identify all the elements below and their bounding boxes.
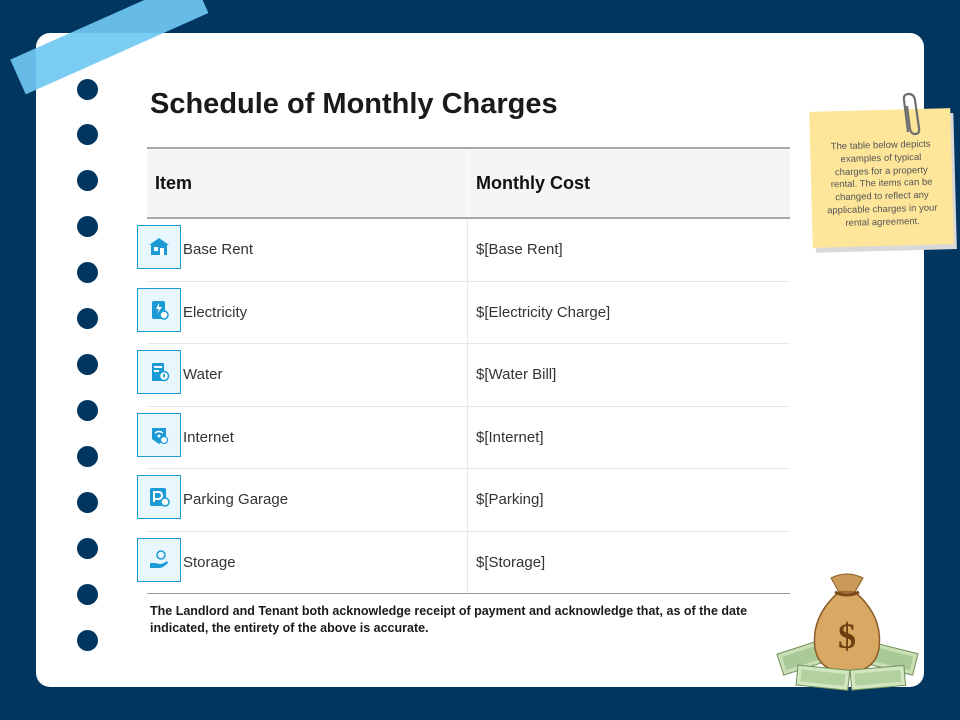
cost-cell: $[Base Rent] [467,219,790,281]
header-item: Item [155,173,193,193]
item-cell: Internet [183,428,234,446]
coin-hand-icon [137,538,181,582]
item-cell: Parking Garage [183,491,289,508]
ring-hole [77,584,98,605]
parking-icon [137,475,181,519]
acknowledgement-text: The Landlord and Tenant both acknowledge receipt of payment and acknowledge that, as of the date indicated, the entirety of the above is accurate. [150,604,748,635]
cost-cell: $[Water Bill] [467,344,790,406]
ring-hole [77,446,98,467]
header-monthly-cost: Monthly Cost [467,149,790,217]
ring-hole [77,216,98,237]
cost-cell: $[Storage] [467,532,790,594]
cost-cell: $[Electricity Charge] [467,282,790,344]
table-row [147,407,790,470]
money-bag-icon [775,568,920,693]
ring-hole [77,492,98,513]
item-cell: Water [183,366,223,383]
table-row [147,469,790,532]
ring-hole [77,400,98,421]
ring-hole [77,538,98,559]
dollar-sign: $ [838,616,856,656]
ring-hole [77,170,98,191]
cost-cell: $[Parking] [467,469,790,531]
ring-hole [77,124,98,145]
table-row [147,344,790,407]
paperclip-icon [900,92,926,138]
electric-bill-icon [137,288,181,332]
charges-table [147,147,790,594]
ring-hole [77,308,98,329]
item-cell: Electricity [183,303,248,321]
item-cell: Storage [183,553,236,571]
wifi-bill-icon [137,413,181,457]
sticky-note [809,108,954,248]
ring-hole [77,354,98,375]
water-bill-icon [137,350,181,394]
ring-hole [77,630,98,651]
sticky-note-text: The table below depicts examples of typical charges for a property rental. The items can be changed to reflect any applicable charges in your rental agreement. [827,138,938,229]
table-row [147,219,790,282]
table-row [147,532,790,595]
house-icon [137,225,181,269]
item-cell: Base Rent [183,241,254,258]
cost-cell: $[Internet] [467,407,790,469]
page-title: Schedule of Monthly Charges [150,88,558,120]
table-header [147,147,790,219]
ring-hole [77,262,98,283]
ring-hole [77,79,98,100]
table-row [147,282,790,345]
